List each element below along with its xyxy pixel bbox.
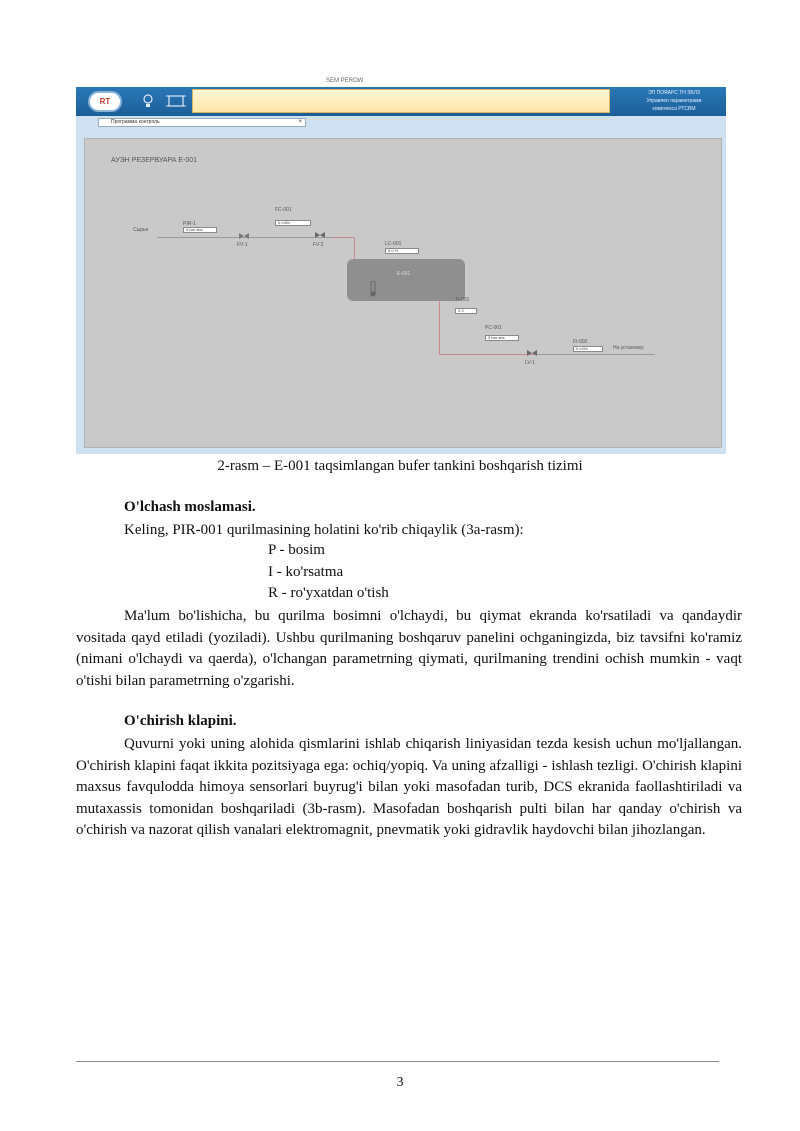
ti-tag: TI-001: [455, 297, 470, 303]
footer-divider: [76, 1061, 719, 1062]
system-info-line: ЭП ПОЯАРС ТН ЗБЛЗ: [648, 90, 700, 96]
section-heading-shutoff-valve: O'chirish klapini.: [124, 713, 237, 729]
valve-icon[interactable]: [315, 230, 325, 240]
outlet-pipe-hot: [439, 354, 535, 355]
tab-label: Программа контроль: [111, 119, 160, 125]
lc-value[interactable]: 0.0 %: [385, 248, 419, 254]
dcs-toolbar: [76, 87, 726, 116]
valve-fv1-tag: FV-1: [237, 242, 248, 248]
close-icon[interactable]: ×: [298, 119, 302, 125]
figure-top-caption: SEM PEROW: [326, 78, 364, 84]
dcs-workspace: [76, 116, 726, 454]
company-logo: RT: [88, 91, 122, 112]
section-intro: Keling, PIR-001 qurilmasining holatini ko'rib chiqaylik (3a-rasm):: [124, 522, 524, 538]
tab-control-program[interactable]: [98, 118, 306, 127]
pir-value[interactable]: 0 bar abs: [183, 227, 217, 233]
pc-value[interactable]: 0 bar abs: [485, 335, 519, 341]
system-info-line: комплекса РТСВМ: [652, 106, 696, 112]
body-paragraph: Ma'lum bo'lishicha, bu qurilma bosimni o'lchaydi, bu qiymat ekranda ko'rsatiladi va qandaydir vositada qayd etiladi (yoziladi). Ushbu qurilmaning boshqaruv panelini ochganingizda, biz tavsifni ko'ramiz (nimani o'lchaydi va qaerda), o'lchangan parametrning qiymati, qurilmaning trendini ochish mumkin - vaqt o'tishi bilan parametrning o'zgarishi.: [76, 608, 742, 689]
fc-tag: FC-001: [275, 207, 292, 213]
pir-tag: PIR-1: [183, 221, 196, 227]
valve-icon[interactable]: [239, 231, 249, 241]
outlet-downpipe: [439, 301, 440, 354]
valve-lv1-tag: LV-1: [525, 360, 535, 366]
frame-select-icon[interactable]: [166, 93, 186, 109]
page-number: 3: [396, 1075, 404, 1090]
fi-value[interactable]: 0 m3/ч: [573, 346, 603, 352]
level-gauge-icon: [369, 281, 377, 297]
list-item: I - ko'rsatma: [268, 564, 344, 580]
process-mimic-panel: [84, 138, 722, 448]
system-info-line: Управлен параметрами: [646, 98, 702, 104]
fc-value[interactable]: 0 m3/ч: [275, 220, 311, 226]
body-paragraph: Quvurni yoki uning alohida qismlarini ishlab chiqarish liniyasidan tezda kesish uchun mo'ljallangan. O'chirish klapini faqat ikkita pozitsiyaga ega: ochiq/yopiq. Va uning afzalligi - ishlash tezligi. O'chirish klapini maxsus favqulodda himoya sensorlari buyrug'i bilan yoki masofadan turib, DCS ekranida faollashtiriladi va mutaxassis tomonidan boshqariladi (3b-rasm). Masofadan boshqarish pulti bilan har qanday o'chirish va o'chirish va nazorat qilish vanalari elektromagnit, pnevmatik yoki gidravlik haydovchi bilan jihozlangan.: [76, 736, 742, 839]
figure-caption: 2-rasm – E-001 taqsimlangan bufer tankini boshqarish tizimi: [217, 458, 583, 474]
lc-tag: LC-001: [385, 241, 402, 247]
list-item: P - bosim: [268, 542, 325, 558]
dcs-screenshot-figure: [76, 78, 726, 454]
ti-value[interactable]: 0 C: [455, 308, 477, 314]
outlet-pipe: [535, 354, 655, 355]
panel-title: АУЭН РЕЗЕРВУАРА Е-001: [111, 157, 198, 164]
pc-tag: PC-001: [485, 325, 502, 331]
section-heading-measuring-device: O'lchash moslamasi.: [124, 499, 256, 515]
valve-icon[interactable]: [527, 348, 537, 358]
inlet-label: Сырье: [133, 227, 149, 233]
list-item: R - ro'yxatdan o'tish: [268, 585, 389, 601]
fi-tag: FI-002: [573, 339, 588, 345]
valve-fv2-tag: FV-2: [313, 242, 324, 248]
buffer-tank[interactable]: [347, 259, 465, 301]
outlet-label: На установку: [613, 345, 644, 351]
inlet-pipe-hot: [332, 237, 354, 238]
tank-label: Е-001: [397, 271, 411, 277]
system-info-panel: [622, 89, 726, 115]
bulb-icon[interactable]: [140, 93, 156, 109]
alarm-message-field[interactable]: [192, 89, 610, 113]
inlet-riser: [354, 237, 355, 259]
